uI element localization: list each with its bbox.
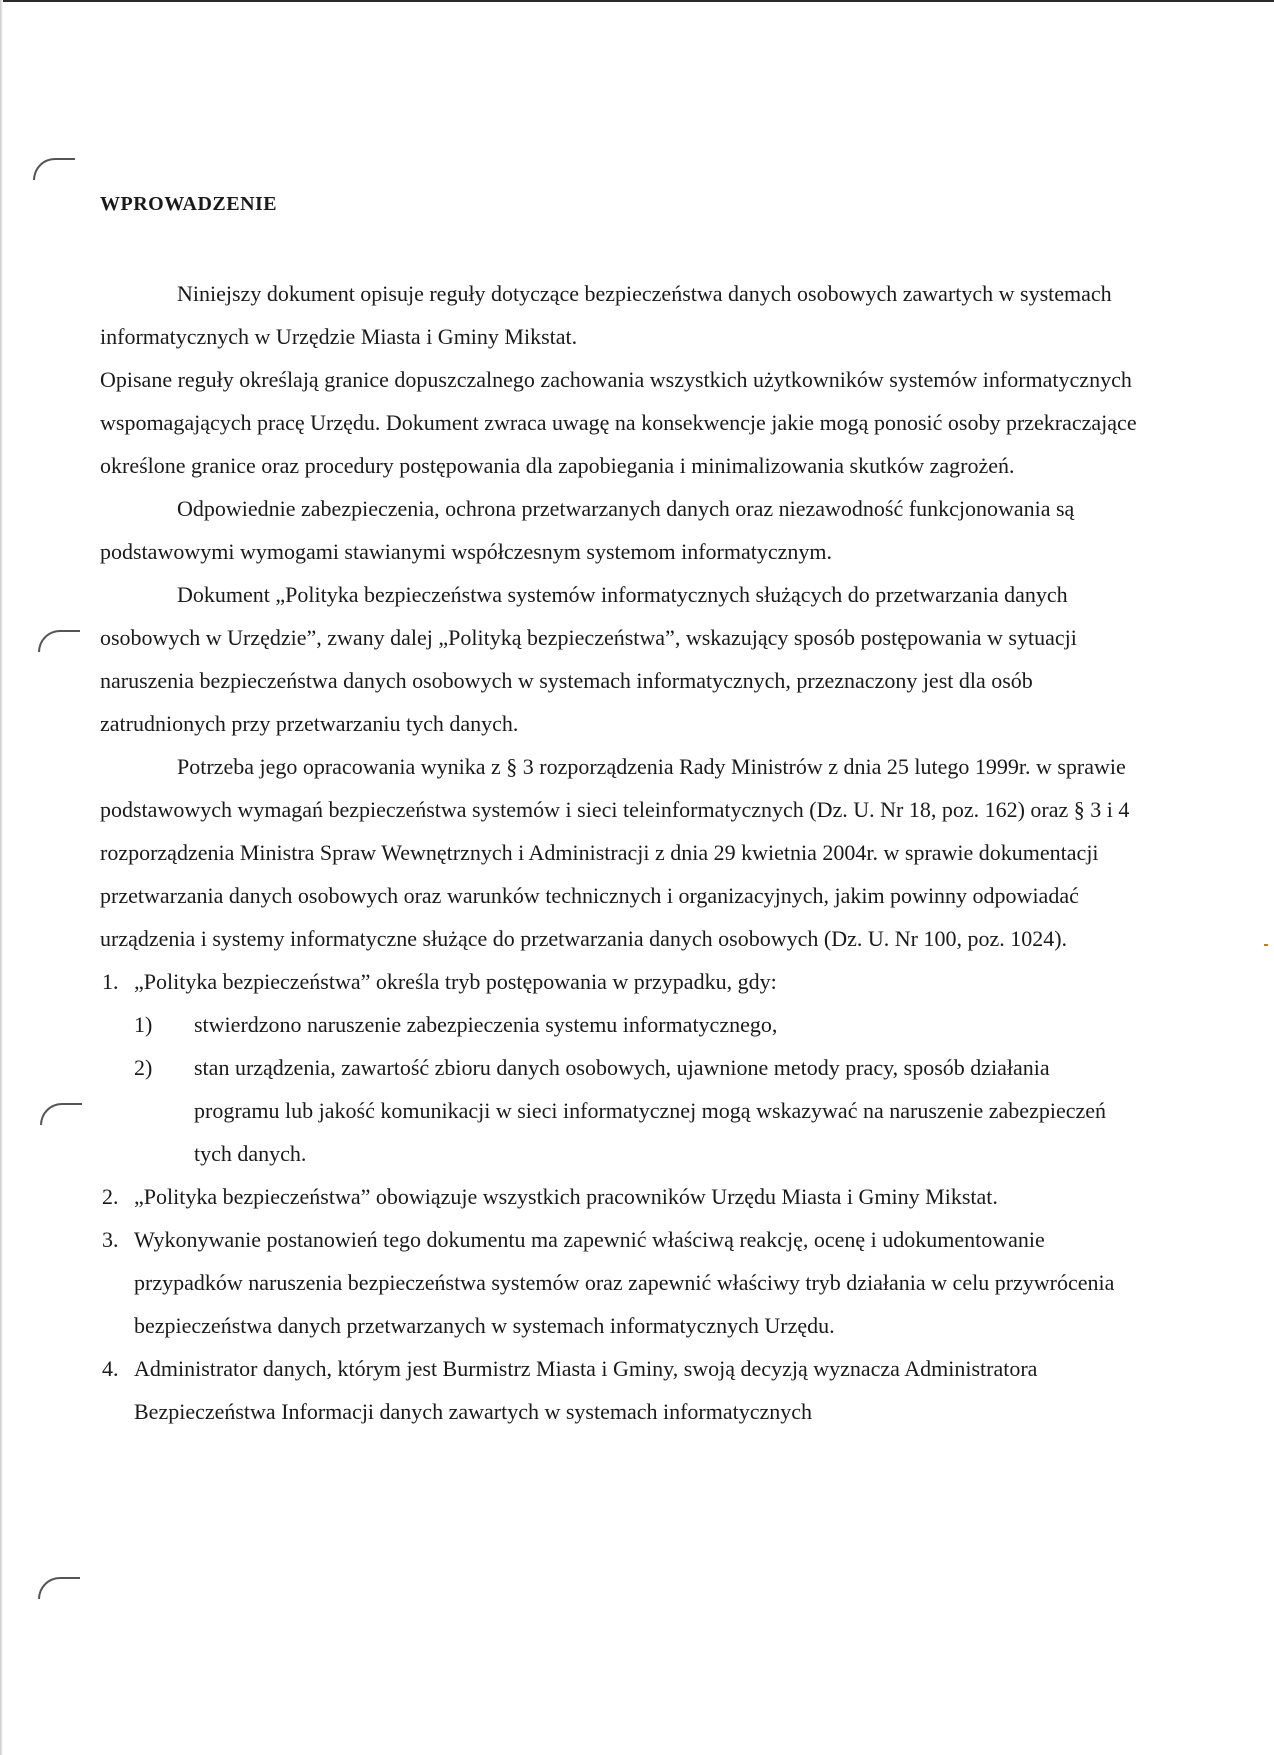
sub-item-number: 2) (134, 1055, 153, 1080)
list-item-text: Administrator danych, którym jest Burmistrz Miasta i Gminy, swoją decyzją wyznacza Administratora Bezpieczeństwa Informacji danych zawartych w systemach informatycznych (134, 1356, 1038, 1424)
intro-paragraph: Niniejszy dokument opisuje reguły dotyczące bezpieczeństwa danych osobowych zawartych w systemach informatycznych w Urzędzie Miasta i Gminy Mikstat. (100, 281, 1112, 349)
sub-list-item (134, 1003, 1140, 1046)
sub-list-item (134, 1046, 1140, 1175)
intro-paragraph: Potrzeba jego opracowania wynika z § 3 rozporządzenia Rady Ministrów z dnia 25 lutego 1999r. w sprawie podstawowych wymagań bezpieczeństwa systemów i sieci teleinformatycznych (Dz. U. Nr 18, poz. 162) oraz § 3 i 4 rozporządzenia Ministra Spraw Wewnętrznych i Administracji z dnia 29 kwietnia 2004r. w sprawie dokumentacji przetwarzania danych osobowych oraz warunków technicznych i organizacyjnych, jakim powinny odpowiadać urządzenia i systemy informatyczne służące do przetwarzania danych osobowych (Dz. U. Nr 100, poz. 1024). (100, 754, 1130, 951)
list-item (100, 1347, 1140, 1433)
scan-smudge (1264, 944, 1268, 946)
punch-hole-mark (38, 1577, 80, 1599)
numbered-list (100, 960, 1140, 1433)
list-item-number: 1. (102, 969, 119, 994)
punch-hole-mark (33, 158, 75, 180)
sub-item-number: 1) (134, 1012, 153, 1037)
list-item-text: Wykonywanie postanowień tego dokumentu ma zapewnić właściwą reakcję, ocenę i udokumentowanie przypadków naruszenia bezpieczeństwa systemów oraz zapewnić właściwy tryb działania w celu przywrócenia bezpieczeństwa danych przetwarzanych w systemach informatycznych Urzędu. (134, 1227, 1115, 1338)
list-item (100, 1175, 1140, 1218)
sub-list (134, 1003, 1140, 1175)
intro-paragraph: Odpowiednie zabezpieczenia, ochrona przetwarzanych danych oraz niezawodność funkcjonowania są podstawowymi wymogami stawianymi współczesnym systemom informatycznym. (100, 496, 1075, 564)
list-item (100, 1218, 1140, 1347)
scan-left-edge (0, 0, 3, 1755)
intro-paragraph: Opisane reguły określają granice dopuszczalnego zachowania wszystkich użytkowników systemów informatycznych wspomagających pracę Urzędu. Dokument zwraca uwagę na konsekwencje jakie mogą ponosić osoby przekraczające określone granice oraz procedury postępowania dla zapobiegania i minimalizowania skutków zagrożeń. (100, 367, 1137, 478)
intro-paragraph: Dokument „Polityka bezpieczeństwa systemów informatycznych służących do przetwarzania danych osobowych w Urzędzie”, zwany dalej „Polityką bezpieczeństwa”, wskazujący sposób postępowania w sytuacji naruszenia bezpieczeństwa danych osobowych w systemach informatycznych, przeznaczony jest dla osób zatrudnionych przy przetwarzaniu tych danych. (100, 582, 1077, 736)
list-item (100, 960, 1140, 1175)
sub-item-text: stan urządzenia, zawartość zbioru danych osobowych, ujawnione metody pracy, sposób działania programu lub jakość komunikacji w sieci informatycznej mogą wskazywać na naruszenie zabezpieczeń tych danych. (194, 1055, 1107, 1166)
list-item-number: 4. (102, 1356, 119, 1381)
punch-hole-mark (38, 630, 80, 652)
punch-hole-mark (40, 1103, 82, 1125)
sub-item-text: stwierdzono naruszenie zabezpieczenia systemu informatycznego, (194, 1012, 778, 1037)
document-heading: WPROWADZENIE (100, 193, 278, 215)
list-item-number: 3. (102, 1227, 119, 1252)
document-body (100, 272, 1140, 1433)
list-item-text: „Polityka bezpieczeństwa” obowiązuje wszystkich pracowników Urzędu Miasta i Gminy Mikstat. (134, 1184, 998, 1209)
list-item-number: 2. (102, 1184, 119, 1209)
scan-top-edge (0, 0, 1274, 2)
list-item-text: „Polityka bezpieczeństwa” określa tryb postępowania w przypadku, gdy: (134, 969, 777, 994)
